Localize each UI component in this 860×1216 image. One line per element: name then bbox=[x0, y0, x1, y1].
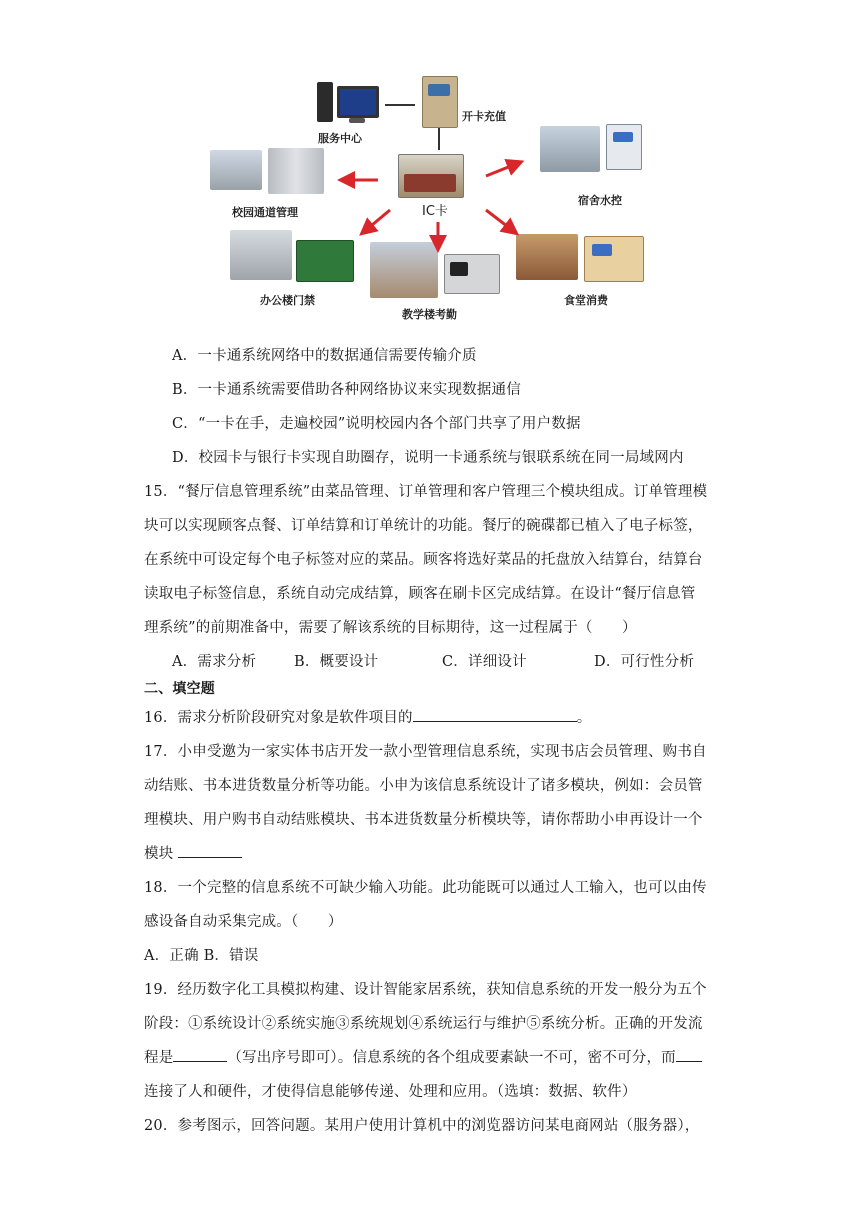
q15-line-4: 读取电子标签信息，系统自动完成结算，顾客在刷卡区完成结算。在设计“餐厅信息管 bbox=[144, 586, 696, 602]
teaching-attendance-label: 教学楼考勤 bbox=[402, 308, 457, 321]
q15-line-5: 理系统”的前期准备中，需要了解该系统的目标期待，这一过程属于（ ） bbox=[144, 620, 637, 636]
q19-text-b: （写出序号即可）。信息系统的各个组成要素缺一不可，密不可分，而 bbox=[227, 1050, 676, 1066]
q18-line-2: 感设备自动采集完成。（ ） bbox=[144, 914, 343, 930]
q17-line-3: 理模块、用户购书自动结账模块、书本进货数量分析模块等，请你帮助小申再设计一个 bbox=[144, 812, 703, 828]
card-recharge-label: 开卡充值 bbox=[462, 110, 506, 123]
office-door-label: 办公楼门禁 bbox=[260, 294, 315, 307]
q19-line-4: 连接了人和硬件，才使得信息能够传递、处理和应用。（选填：数据、软件） bbox=[144, 1084, 637, 1100]
section-heading-fill-in: 二、填空题 bbox=[144, 681, 215, 697]
q16-answer-blank[interactable] bbox=[413, 707, 577, 722]
q19-answer-blank-1[interactable] bbox=[173, 1047, 227, 1062]
q14-option-c: C．“一卡在手，走遍校园”说明校园内各个部门共享了用户数据 bbox=[172, 416, 581, 432]
q15-option-d: D．可行性分析 bbox=[594, 654, 695, 670]
q16 bbox=[144, 706, 591, 727]
q14-option-d: D．校园卡与银行卡实现自助圈存，说明一卡通系统与银联系统在同一局域网内 bbox=[172, 450, 684, 466]
q14-option-a: A．一卡通系统网络中的数据通信需要传输介质 bbox=[172, 348, 477, 364]
q16-end: 。 bbox=[576, 710, 592, 726]
q17-line-4 bbox=[144, 842, 242, 863]
service-center-label: 服务中心 bbox=[318, 132, 362, 145]
arrow-to-office bbox=[366, 210, 390, 230]
q15-line-1: 15．“餐厅信息管理系统”由菜品管理、订单管理和客户管理三个模块组成。订单管理模 bbox=[144, 484, 708, 500]
q19-line-1: 19．经历数字化工具模拟构建、设计智能家居系统，获知信息系统的开发一般分为五个 bbox=[144, 982, 707, 998]
ic-card-label: IC卡 bbox=[422, 204, 448, 219]
q17-line-1: 17．小申受邀为一家实体书店开发一款小型管理信息系统，实现书店会员管理、购书自 bbox=[144, 744, 707, 760]
dorm-water-label: 宿舍水控 bbox=[578, 194, 622, 207]
q19-line-2: 阶段：①系统设计②系统实施③系统规划④系统运行与维护⑤系统分析。正确的开发流 bbox=[144, 1016, 703, 1032]
q19-text-a: 程是 bbox=[144, 1050, 174, 1066]
q15-option-c: C．详细设计 bbox=[442, 654, 527, 670]
q17-answer-blank[interactable] bbox=[178, 843, 242, 858]
q15-line-2: 块可以实现顾客点餐、订单结算和订单统计的功能。餐厅的碗碟都已植入了电子标签， bbox=[144, 518, 703, 534]
q16-text: 16．需求分析阶段研究对象是软件项目的 bbox=[144, 710, 413, 726]
canteen-label: 食堂消费 bbox=[564, 294, 608, 307]
q18-options: A．正确 B．错误 bbox=[144, 948, 259, 964]
q15-option-b: B．概要设计 bbox=[294, 654, 379, 670]
ic-card-system-diagram bbox=[200, 70, 650, 320]
q17-module-text: 模块 bbox=[144, 846, 174, 862]
flow-arrows bbox=[200, 70, 650, 320]
q14-option-b: B．一卡通系统需要借助各种网络协议来实现数据通信 bbox=[172, 382, 521, 398]
arrow-to-dorm bbox=[486, 164, 516, 176]
q19-line-3 bbox=[144, 1046, 702, 1067]
q19-answer-blank-2[interactable] bbox=[676, 1047, 702, 1062]
q18-line-1: 18．一个完整的信息系统不可缺少输入功能。此功能既可以通过人工输入，也可以由传 bbox=[144, 880, 707, 896]
q15-option-a: A．需求分析 bbox=[172, 654, 257, 670]
q17-line-2: 动结账、书本进货数量分析等功能。小申为该信息系统设计了诸多模块，例如：会员管 bbox=[144, 778, 703, 794]
q20-line-1: 20．参考图示，回答问题。某用户使用计算机中的浏览器访问某电商网站（服务器）， bbox=[144, 1118, 700, 1134]
arrow-to-canteen bbox=[486, 210, 512, 230]
q15-line-3: 在系统中可设定每个电子标签对应的菜品。顾客将选好菜品的托盘放入结算台，结算台 bbox=[144, 552, 703, 568]
campus-gate-label: 校园通道管理 bbox=[232, 206, 298, 219]
